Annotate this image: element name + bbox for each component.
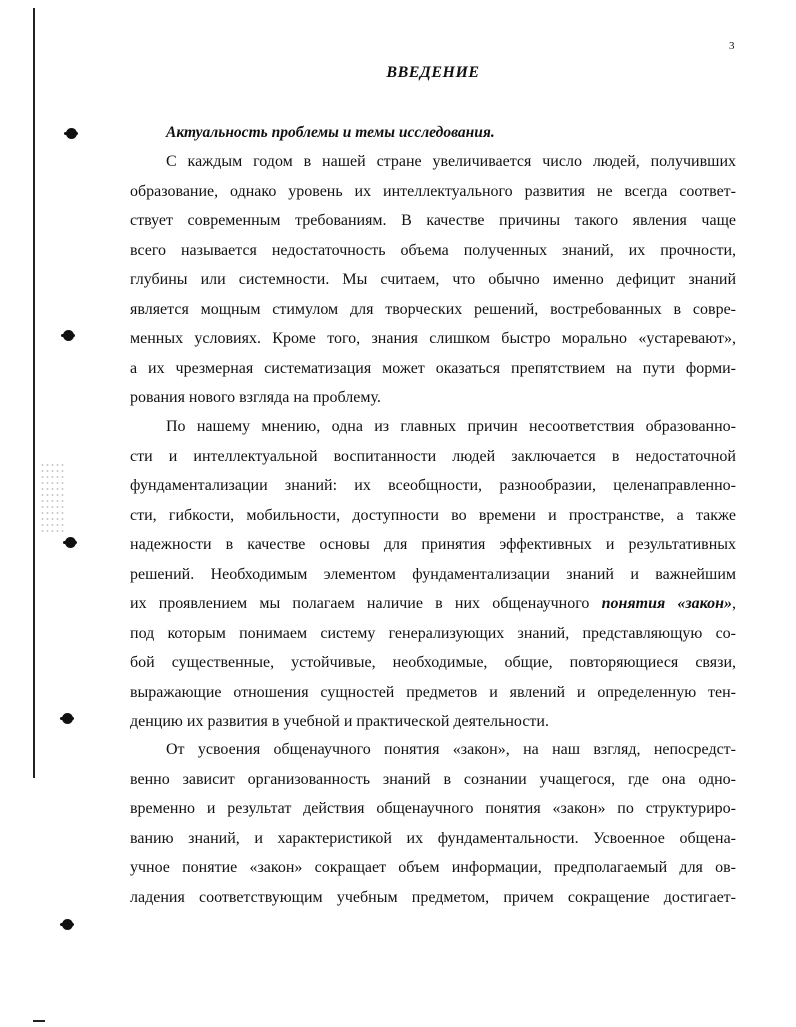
text-line: временно и результат действия общенаучного понятия «закон» по структуриро-: [130, 800, 736, 817]
text-line: ладения соответствующим учебным предметом, причем сокращение достигает-: [130, 888, 736, 906]
text-span: их проявлением мы полагаем наличие в них общенаучного: [130, 595, 590, 612]
text-line: От усвоения общенаучного понятия «закон», на наш взгляд, непосредст-: [166, 741, 736, 758]
binding-line: [33, 8, 35, 778]
text-line: является мощным стимулом для творческих решений, востребованных в совре-: [130, 300, 736, 318]
punch-hole-mark: [63, 330, 74, 341]
text-line: глубины или системности. Мы считаем, что обычно именно дефицит знаний: [130, 271, 736, 288]
text-line: С каждым годом в нашей стране увеличивается число людей, получивших: [166, 153, 736, 170]
text-line: выражающие отношения сущностей предметов и явлений и определенную тен-: [130, 683, 736, 701]
scan-noise: [40, 462, 66, 532]
text-line: ванию знаний, и характеристикой их фундаментальности. Усвоенное общена-: [130, 829, 736, 847]
text-line: всего называется недостаточность объема полученных знаний, их прочности,: [130, 241, 736, 259]
text-line: ствует современным требованиям. В качестве причины такого явления чаще: [130, 212, 736, 229]
text-line: под которым понимаем систему генерализующих знаний, представляющую со-: [130, 624, 736, 642]
text-line: бой существенные, устойчивые, необходимые, общие, повторяющиеся связи,: [130, 654, 736, 671]
text-line: надежности в качестве основы для принятия эффективных и результативных: [130, 536, 736, 553]
text-line: венно зависит организованность знаний в сознании учащегося, где она одно-: [130, 770, 736, 788]
punch-hole-mark: [66, 128, 77, 139]
text-line: учное понятие «закон» сокращает объем информации, предполагаемый для ов-: [130, 859, 736, 876]
section-subheading: Актуальность проблемы и темы исследования.: [166, 124, 495, 141]
text-line-emphasis: [130, 595, 736, 617]
emphasized-term: понятия «закон»: [601, 595, 733, 612]
text-line: решений. Необходимым элементом фундаментализации знаний и важнейшим: [130, 565, 736, 583]
text-line: сти и интеллектуальной воспитанности людей заключается в недостаточной: [130, 447, 736, 465]
text-line: рования нового взгляда на проблему.: [130, 389, 381, 406]
text-line: По нашему мнению, одна из главных причин несоответствия образованно-: [166, 418, 736, 435]
page-title: ВВЕДЕНИЕ: [386, 64, 480, 81]
text-line: сти, гибкости, мобильности, доступности во времени и пространстве, а также: [130, 506, 736, 524]
text-span: ,: [732, 595, 737, 612]
text-line: менных условиях. Кроме того, знания слишком быстро морально «устаревают»,: [130, 330, 736, 347]
binding-mark: [33, 1020, 45, 1022]
text-line: денцию их развития в учебной и практической деятельности.: [130, 713, 549, 730]
punch-hole-mark: [65, 537, 76, 548]
punch-hole-mark: [62, 713, 73, 724]
text-line: фундаментализации знаний: их всеобщности, разнообразии, целенаправленно-: [130, 477, 736, 494]
text-line: а их чрезмерная систематизация может оказаться препятствием на пути форми-: [130, 359, 736, 377]
punch-hole-mark: [62, 919, 73, 930]
page-number: 3: [729, 40, 735, 52]
text-line: образование, однако уровень их интеллектуального развития не всегда соответ-: [130, 182, 736, 200]
